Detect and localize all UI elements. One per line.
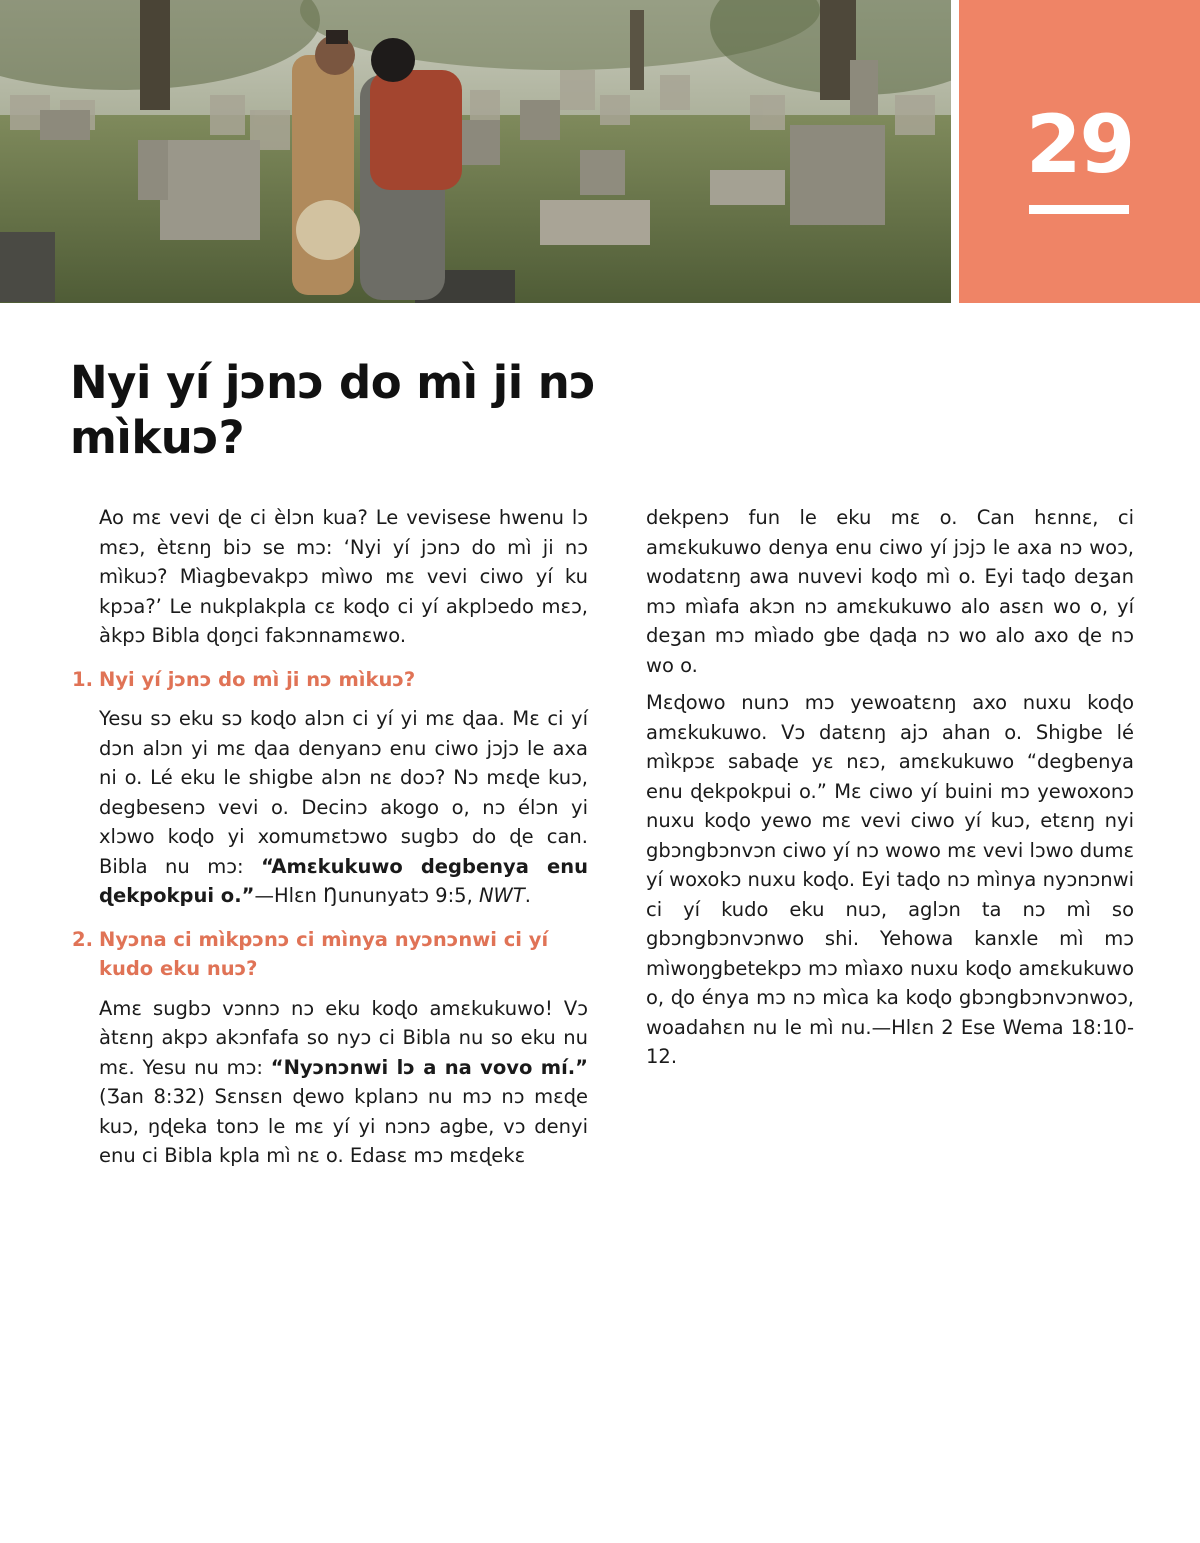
lesson-number-box bbox=[959, 0, 1200, 303]
answer-2-paragraph-continued: dekpenɔ fun le eku mɛ o. Can hɛnnɛ, ci amɛkukuwo denya enu ciwo yí jɔjɔ le axa nɔ woɔ, wodatɛnŋ awa nuvevi koɖo mì o. Eyi taɖo deʒan mɔ mìafa akɔn nɔ amɛkukuwo alo asɛn wo o, yí deʒan mɔ mìado gbe ɖaɖa nɔ wo alo axo ɖe nɔ wo o. bbox=[646, 506, 1134, 677]
scripture-quote: “Nyɔnɔnwi lɔ a na vovo mí.” bbox=[270, 1055, 588, 1079]
question-text: Nyi yí jɔnɔ do mì ji nɔ mìkuɔ? bbox=[99, 667, 416, 691]
question-number: 2. bbox=[72, 927, 93, 951]
lesson-number-rule bbox=[1029, 205, 1129, 214]
scripture-ref: —Hlɛn Ŋununyatɔ 9:5, bbox=[254, 884, 479, 907]
scripture-version: NWT bbox=[478, 884, 525, 907]
answer-text: Yesu sɔ eku sɔ koɖo alɔn ci yí yi mɛ ɖaa. Mɛ ci yí dɔn alɔn yi mɛ ɖaa denyanɔ enu ciwo jɔjɔ le axa ni o. Lé eku le shigbe alɔn nɛ doɔ? Nɔ mɛɖe kuɔ, degbesenɔ vevi o. Decinɔ akogo o, nɔ élɔn yi xlɔwo koɖo yi xomumɛtɔwo sugbɔ do ɖe can. Bibla nu mɔ: bbox=[99, 707, 588, 878]
question-text: Nyɔna ci mìkpɔnɔ ci mìnya nyɔnɔnwi ci yí kudo eku nuɔ? bbox=[99, 927, 549, 980]
ref-end: . bbox=[524, 884, 531, 907]
intro-paragraph: Ao mɛ vevi ɖe ci èlɔn kua? Le vevisese hwenu lɔ mɛɔ, ètɛnŋ biɔ se mɔ: ‘Nyi yí jɔnɔ do mì ji nɔ mìkuɔ? Mìagbevakpɔ mìwo mɛ vevi ciwo yí ku kpɔa?’ Le nukplakpla cɛ koɖo ci yí akplɔedo mɛɔ, àkpɔ Bibla ɖoŋci fakɔnnamɛwo. bbox=[99, 506, 588, 647]
answer-2-paragraph-start bbox=[72, 994, 588, 1171]
couple-figures bbox=[292, 30, 462, 300]
answer-2-paragraph-2: Mɛɖowo nunɔ mɔ yewoatɛnŋ axo nuxu koɖo amɛkukuwo. Vɔ datɛnŋ ajɔ ahan o. Shigbe lé mìkpɔɛ sabaɖe yɛ nɛɔ, amɛkukuwo “degbenya enu ɖekpokpui o.” Mɛ ciwo yí buini mɔ yewoxonɔ nuxu koɖo yewo mɛ vevi ciwo yí kuɔ, etɛnŋ nyi gbɔngbɔnvɔn ciwo yí nɔ wowo mɛ vevi lɔwo dumɛ yí woxokɔ nuxu koɖo. Eyi taɖo nɔ mìnya nyɔnɔnwi ci yí kudo eku nuɔ, aglɔn ta nɔ mì so gbɔngbɔnvɔnwo shi. Yehowa kanxle mì mɔ mìwoŋgbetekpɔ mɔ mìaxo nuxu koɖo amɛkukuwo o, ɖo énya mɔ nɔ mìca ka koɖo gbɔngbɔnvɔnwoɔ, woadahɛn nu le mì nu.—Hlɛn 2 Ese Wema 18:10-12. bbox=[646, 691, 1134, 1068]
answer-1-paragraph bbox=[72, 704, 588, 911]
answer-text: Amɛ sugbɔ vɔnnɔ nɔ eku koɖo amɛkukuwo! Vɔ àtɛnŋ akpɔ akɔnfafa so nyɔ ci Bibla nu so eku nu mɛ. Yesu nu mɔ: bbox=[99, 996, 588, 1079]
question-1 bbox=[72, 665, 588, 695]
page-title: Nyi yí jɔnɔ do mì ji nɔ mìkuɔ? bbox=[70, 356, 596, 464]
left-column bbox=[72, 503, 588, 1179]
answer-text-continued: (Ʒan 8:32) Sɛnsɛn ɖewo kplanɔ nu mɔ nɔ mɛɖe kuɔ, ŋɖeka tonɔ le mɛ yí yi nɔnɔ agbe, vɔ denyi enu ci Bibla kpla mì nɛ o. Edasɛ mɔ mɛɖekɛ bbox=[99, 1085, 588, 1167]
right-column bbox=[646, 503, 1134, 1080]
cemetery-scene-illustration bbox=[0, 0, 951, 303]
header-photo bbox=[0, 0, 951, 303]
scripture-quote: “Amɛkukuwo degbenya enu ɖekpokpui o.” bbox=[99, 854, 589, 907]
question-2 bbox=[72, 925, 588, 984]
question-number: 1. bbox=[72, 667, 93, 691]
lesson-number: 29 bbox=[1025, 98, 1134, 191]
